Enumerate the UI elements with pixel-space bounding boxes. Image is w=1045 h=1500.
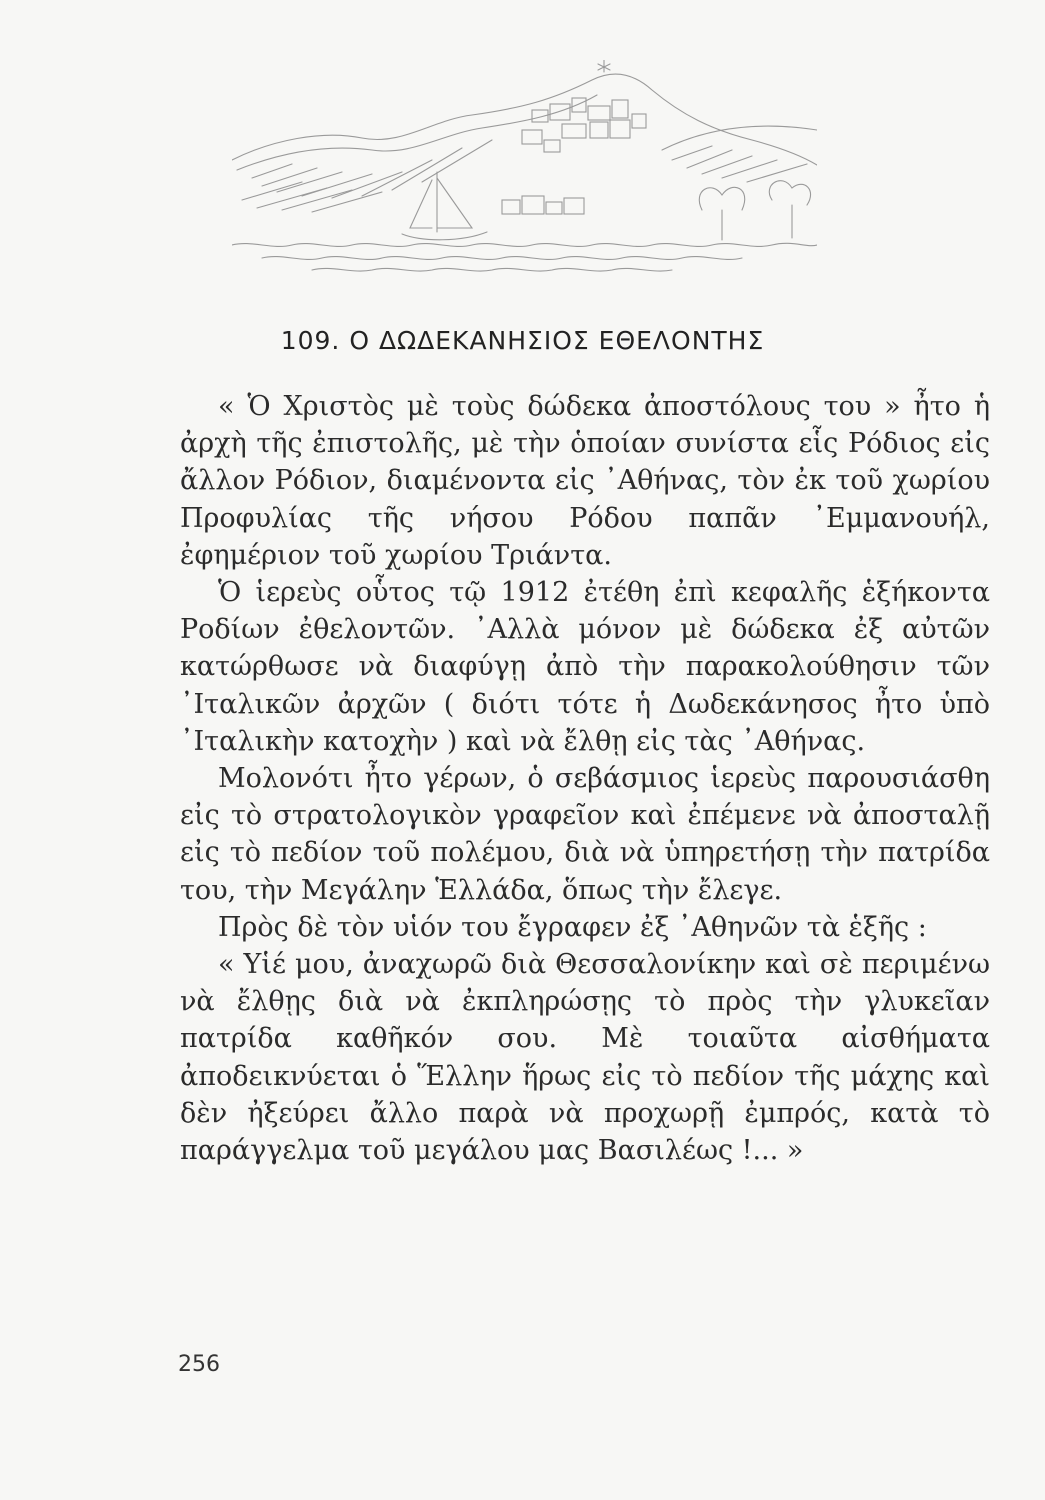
paragraph-4: Πρὸς δὲ τὸν υἱόν του ἔγραφεν ἐξ ᾿Αθηνῶν τὰ ἑξῆς :: [218, 911, 927, 943]
coastal-village-illustration: [232, 60, 817, 275]
paragraph-3: Μολονότι ἦτο γέρων, ὁ σεβάσμιος ἱερεὺς παρουσιάσθη εἰς τὸ στρατολογικὸν γραφεῖον καὶ ἐπέμενε νὰ ἀποσταλῇ εἰς τὸ πεδίον τοῦ πολέμου, διὰ νὰ ὑπηρετήσῃ τὴν πατρίδα του, τὴν Μεγάλην Ἑλλάδα, ὅπως τὴν ἔλεγε.: [180, 763, 990, 906]
paragraph-2: Ὁ ἱερεὺς οὗτος τῷ 1912 ἐτέθη ἐπὶ κεφαλῆς ἑξήκοντα Ροδίων ἐθελοντῶν. ᾿Αλλὰ μόνον μὲ δώδεκα ἐξ αὐτῶν κατώρθωσε νὰ διαφύγῃ ἀπὸ τὴν παρακολούθησιν τῶν ᾿Ιταλικῶν ἀρχῶν ( διότι τότε ἡ Δωδεκάνησος ἦτο ὑπὸ ᾿Ιταλικὴν κατοχὴν ) καὶ νὰ ἔλθῃ εἰς τὰς ᾿Αθήνας.: [180, 577, 990, 757]
chapter-body: [180, 388, 990, 1169]
chapter-title: 109. Ο ΔΩΔΕΚΑΝΗΣΙΟΣ ΕΘΕΛΟΝΤΗΣ: [280, 326, 765, 355]
page-number: 256: [178, 1352, 220, 1377]
paragraph-5-letter-quote: « Υἱέ μου, ἀναχωρῶ διὰ Θεσσαλονίκην καὶ σὲ περιμένω νὰ ἔλθῃς διὰ νὰ ἐκπληρώσῃς τὸ πρὸς τὴν γλυκεῖαν πατρίδα καθῆκόν σου. Μὲ τοιαῦτα αἰσθήματα ἀποδεικνύεται ὁ Ἕλλην ἥρως εἰς τὸ πεδίον τῆς μάχης καὶ δὲν ἠξεύρει ἄλλο παρὰ νὰ προχωρῇ ἐμπρός, κατὰ τὸ παράγγελμα τοῦ μεγάλου μας Βασιλέως !... »: [180, 949, 990, 1167]
paragraph-1: « Ὁ Χριστὸς μὲ τοὺς δώδεκα ἀποστόλους του » ἦτο ἡ ἀρχὴ τῆς ἐπιστολῆς, μὲ τὴν ὁποίαν συνίστα εἷς Ρόδιος εἰς ἄλλον Ρόδιον, διαμένοντα εἰς ᾿Αθήνας, τὸν ἐκ τοῦ χωρίου Προφυλίας τῆς νήσου Ρόδου παπᾶν ᾿Εμμανουήλ, ἐφημέριον τοῦ χωρίου Τριάντα.: [180, 391, 990, 571]
